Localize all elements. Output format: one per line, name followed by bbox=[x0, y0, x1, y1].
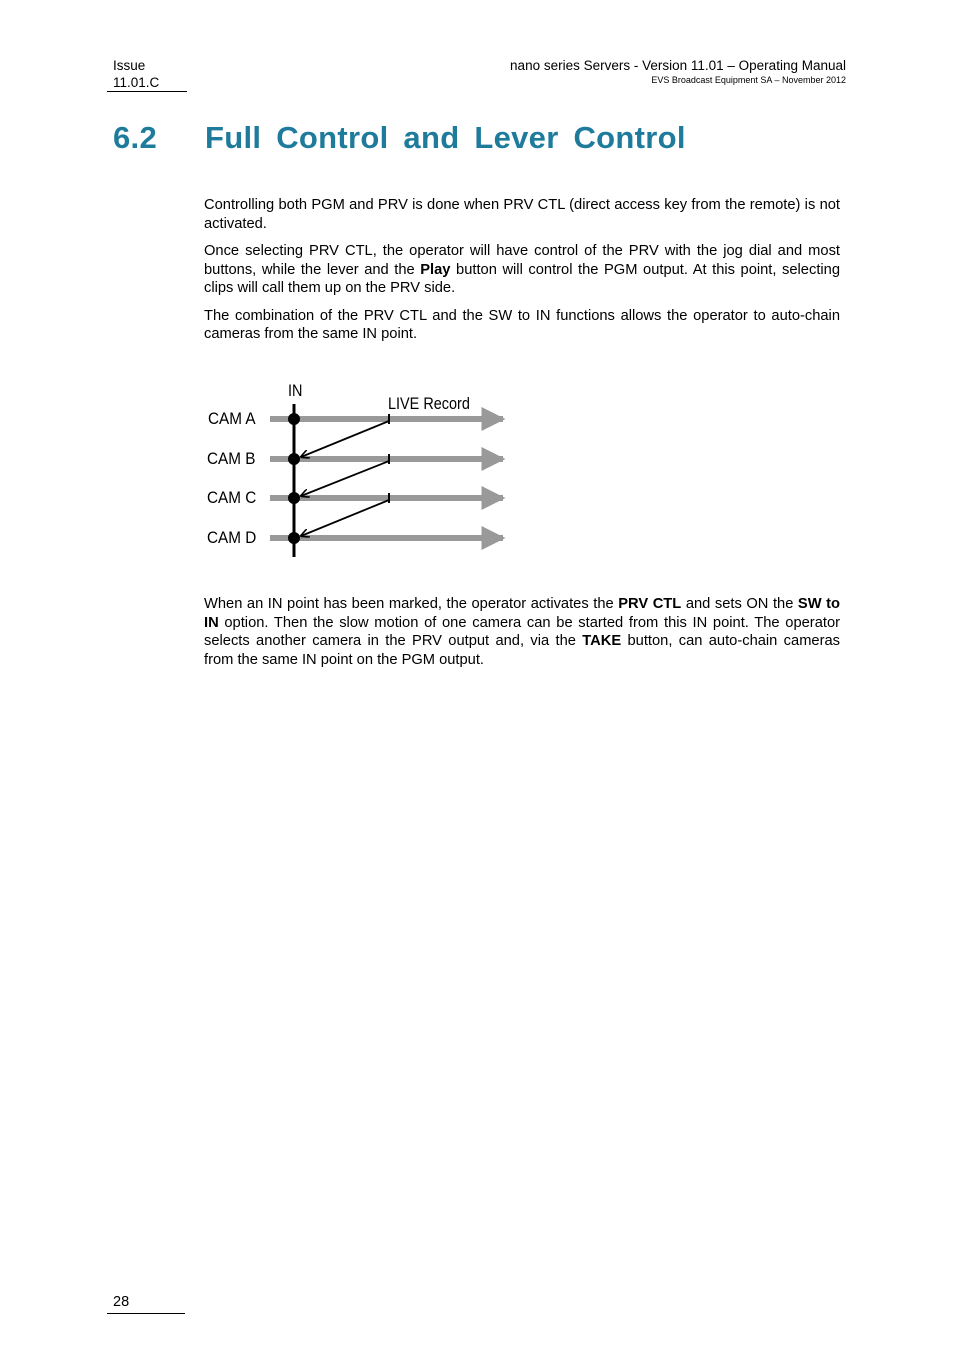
paragraph-4-text-a: When an IN point has been marked, the operator activates the bbox=[204, 596, 619, 612]
intro-text bbox=[204, 196, 840, 353]
paragraph-4-text-c: option. Then the slow motion of one camera can be started from this IN point. The operator selects another camera in the PRV output and, via the bbox=[204, 614, 840, 649]
chain-arrow-c-to-d bbox=[301, 500, 389, 536]
cam-a-label: CAM A bbox=[208, 409, 256, 429]
closing-text bbox=[204, 595, 840, 678]
in-label: IN bbox=[288, 381, 303, 401]
take-keyword: TAKE bbox=[582, 633, 622, 649]
paragraph-2-text-a: Once selecting PRV CTL, the operator will have control of the PRV with the jog dial and most buttons, while the lever and the bbox=[204, 243, 840, 278]
play-keyword: Play bbox=[420, 261, 451, 278]
paragraph-4 bbox=[204, 595, 840, 669]
paragraph-2-text-b: button will control the PGM output. At this point, selecting clips will call them up on the PRV side. bbox=[204, 261, 841, 296]
cam-b-label: CAM B bbox=[207, 449, 256, 469]
manual-title: nano series Servers - Version 11.01 – Operating Manual bbox=[510, 58, 846, 73]
paragraph-1: Controlling both PGM and PRV is done when PRV CTL (direct access key from the remote) is not activated. bbox=[204, 197, 840, 232]
live-record-label: LIVE Record bbox=[388, 394, 470, 414]
running-header bbox=[510, 58, 846, 86]
in-point-dot-a bbox=[288, 413, 300, 425]
sw-to-in-keyword: SW to IN bbox=[204, 596, 840, 631]
paragraph-4-text-d: button, can auto-chain cameras from the same IN point on the PGM output. bbox=[204, 633, 840, 668]
in-point-dot-c bbox=[288, 492, 300, 504]
cam-d-label: CAM D bbox=[207, 528, 257, 548]
auto-chain-diagram bbox=[195, 372, 525, 562]
section-title: Full Control and Lever Control bbox=[205, 120, 686, 155]
in-point-dot-b bbox=[288, 453, 300, 465]
cam-c-label: CAM C bbox=[207, 488, 257, 508]
paragraph-4-text-b: and sets ON the bbox=[681, 596, 798, 612]
issue-label: Issue bbox=[113, 58, 146, 73]
paragraph-3: The combination of the PRV CTL and the SW to IN functions allows the operator to auto-chain cameras from the same IN point. bbox=[204, 307, 840, 342]
issue-divider bbox=[107, 91, 187, 92]
chain-arrow-b-to-c bbox=[301, 461, 389, 496]
issue-block bbox=[113, 58, 159, 91]
section-heading bbox=[113, 120, 686, 156]
section-number: 6.2 bbox=[113, 120, 157, 155]
prv-ctl-keyword: PRV CTL bbox=[618, 596, 682, 612]
footer-divider bbox=[107, 1313, 185, 1314]
issue-number: 11.01.C bbox=[113, 74, 160, 90]
in-point-dot-d bbox=[288, 532, 300, 544]
page-number: 28 bbox=[113, 1294, 130, 1310]
paragraph-2 bbox=[204, 242, 840, 298]
publisher-line: EVS Broadcast Equipment SA – November 2012 bbox=[651, 75, 846, 85]
chain-arrow-a-to-b bbox=[301, 421, 389, 457]
